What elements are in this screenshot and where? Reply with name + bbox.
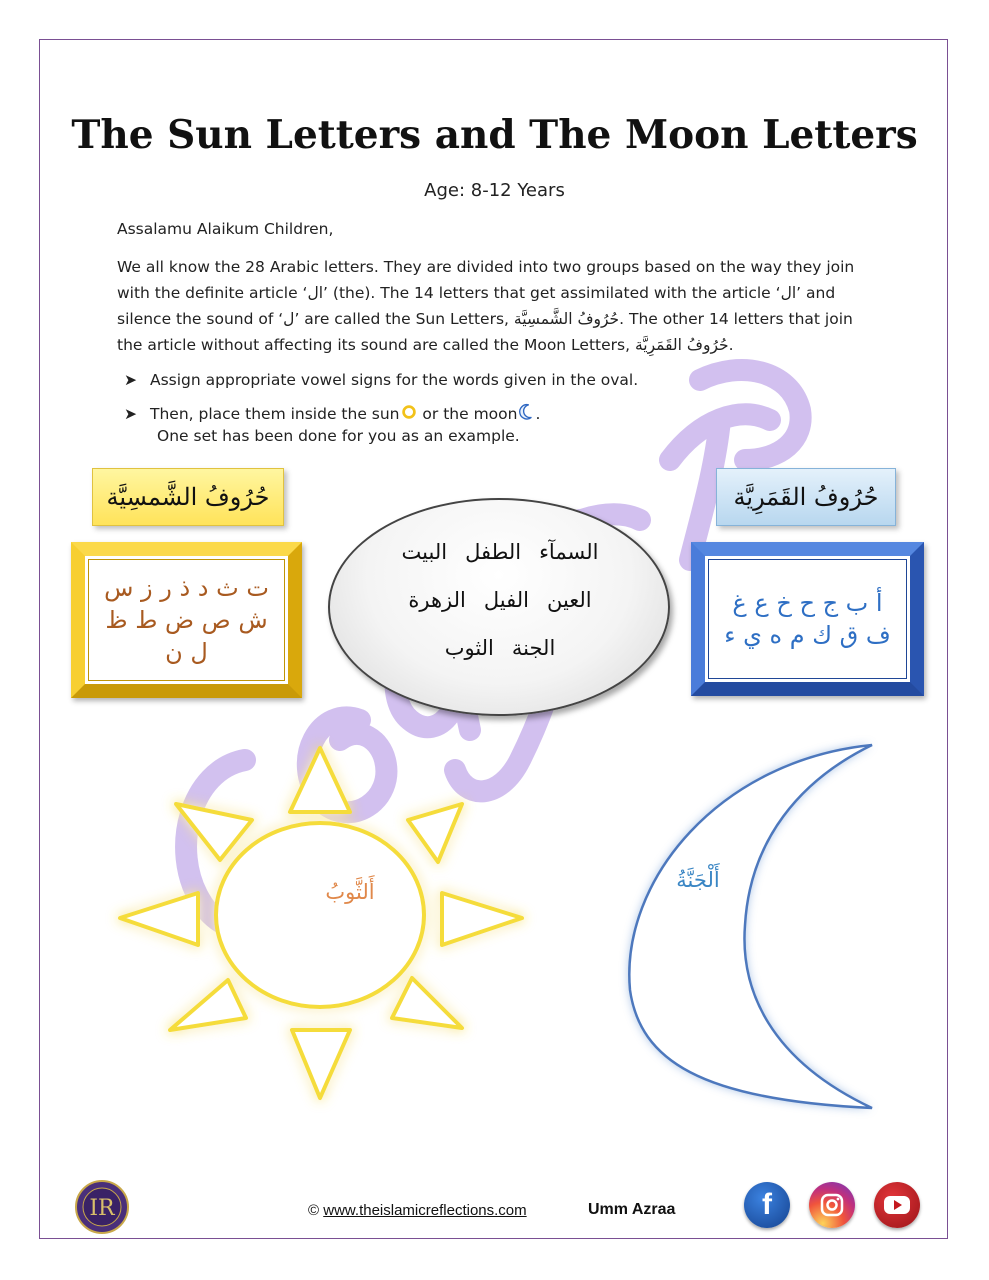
- facebook-icon[interactable]: [744, 1182, 790, 1228]
- greeting: Assalamu Alaikum Children,: [117, 220, 334, 238]
- islamic-reflections-logo: [75, 1180, 129, 1234]
- website-link[interactable]: www.theislamicreflections.com: [323, 1202, 527, 1219]
- moon-letters-label: حُرُوفُ القَمَرِيَّة: [716, 468, 896, 526]
- svg-text:IR: IR: [89, 1196, 115, 1221]
- sun-ray: [392, 978, 462, 1028]
- intro-text: the article without affecting its sound are called the Moon Letters,: [117, 336, 635, 354]
- footer-copyright: [308, 1202, 527, 1219]
- copyright-symbol: ©: [308, 1202, 324, 1219]
- oval-word: البيت: [401, 540, 448, 564]
- sun-letters-label: حُرُوفُ الشَّمسِيَّة: [92, 468, 284, 526]
- sun-ray: [290, 748, 350, 812]
- instagram-icon[interactable]: [809, 1182, 855, 1228]
- sun-ray: [292, 1030, 350, 1098]
- oval-word: الفيل: [483, 588, 529, 612]
- facebook-glyph: f: [762, 1188, 772, 1221]
- instruction-text: or the moon: [417, 405, 518, 423]
- sun-drawing: [120, 748, 522, 1098]
- sun-example-word: أَلثَّوبُ: [325, 880, 375, 904]
- letter-row: ل ن: [165, 638, 208, 666]
- sun-ray: [176, 804, 252, 860]
- letter-row: أ ب ج ح خ ع غ: [732, 589, 883, 617]
- instruction-note: One set has been done for you as an example.: [157, 427, 520, 445]
- sun-body: [216, 823, 424, 1007]
- arabic-moon-letters-term: حُرُوفُ القَمَرِيَّة: [634, 336, 729, 354]
- sun-ray: [120, 893, 198, 945]
- intro-line: with the definite article ‘ال’ (the). The 14 letters that get assimilated with the article ‘ال’ and: [117, 284, 836, 302]
- oval-word: الثوب: [444, 636, 494, 660]
- oval-word: الزهرة: [408, 588, 466, 612]
- moon-drawing: [629, 745, 872, 1108]
- instruction-text: Then, place them inside the sun: [150, 405, 400, 423]
- age-range: Age: 8-12 Years: [424, 180, 565, 201]
- sun-ray: [442, 893, 522, 945]
- oval-word: الطفل: [465, 540, 522, 564]
- intro-text: .: [728, 336, 734, 354]
- intro-text: silence the sound of ‘ل’ are called the Sun Letters,: [117, 310, 514, 328]
- oval-word: السمآء: [539, 540, 599, 564]
- intro-text: . The other 14 letters that join: [619, 310, 853, 328]
- sun-ray: [408, 804, 462, 862]
- letter-row: ش ص ض ط ظ: [105, 606, 268, 634]
- oval-word: العين: [546, 588, 592, 612]
- youtube-glyph: [883, 1194, 911, 1216]
- oval-word: الجنة: [511, 636, 556, 660]
- page-title: The Sun Letters and The Moon Letters: [71, 112, 918, 158]
- arabic-sun-letters-term: حُرُوفُ الشَّمسِيَّة: [513, 310, 620, 328]
- youtube-icon[interactable]: [874, 1182, 920, 1228]
- moon-crescent: [629, 745, 872, 1108]
- arrow-bullet-icon: ➤: [124, 405, 137, 423]
- instruction-text: .: [535, 405, 541, 423]
- intro-line: We all know the 28 Arabic letters. They are divided into two groups based on the way they join: [117, 258, 855, 276]
- letter-row: ت ث د ذ ر ز س: [104, 574, 269, 602]
- sun-ray: [170, 980, 246, 1030]
- instagram-glyph: [819, 1192, 845, 1218]
- arrow-bullet-icon: ➤: [124, 371, 137, 389]
- author-name: Umm Azraa: [588, 1201, 676, 1218]
- letter-row: ف ق ك م ه ي ء: [724, 621, 891, 649]
- instruction-text: Assign appropriate vowel signs for the words given in the oval.: [150, 371, 639, 389]
- moon-example-word: أَلْجَنَّةُ: [676, 868, 720, 892]
